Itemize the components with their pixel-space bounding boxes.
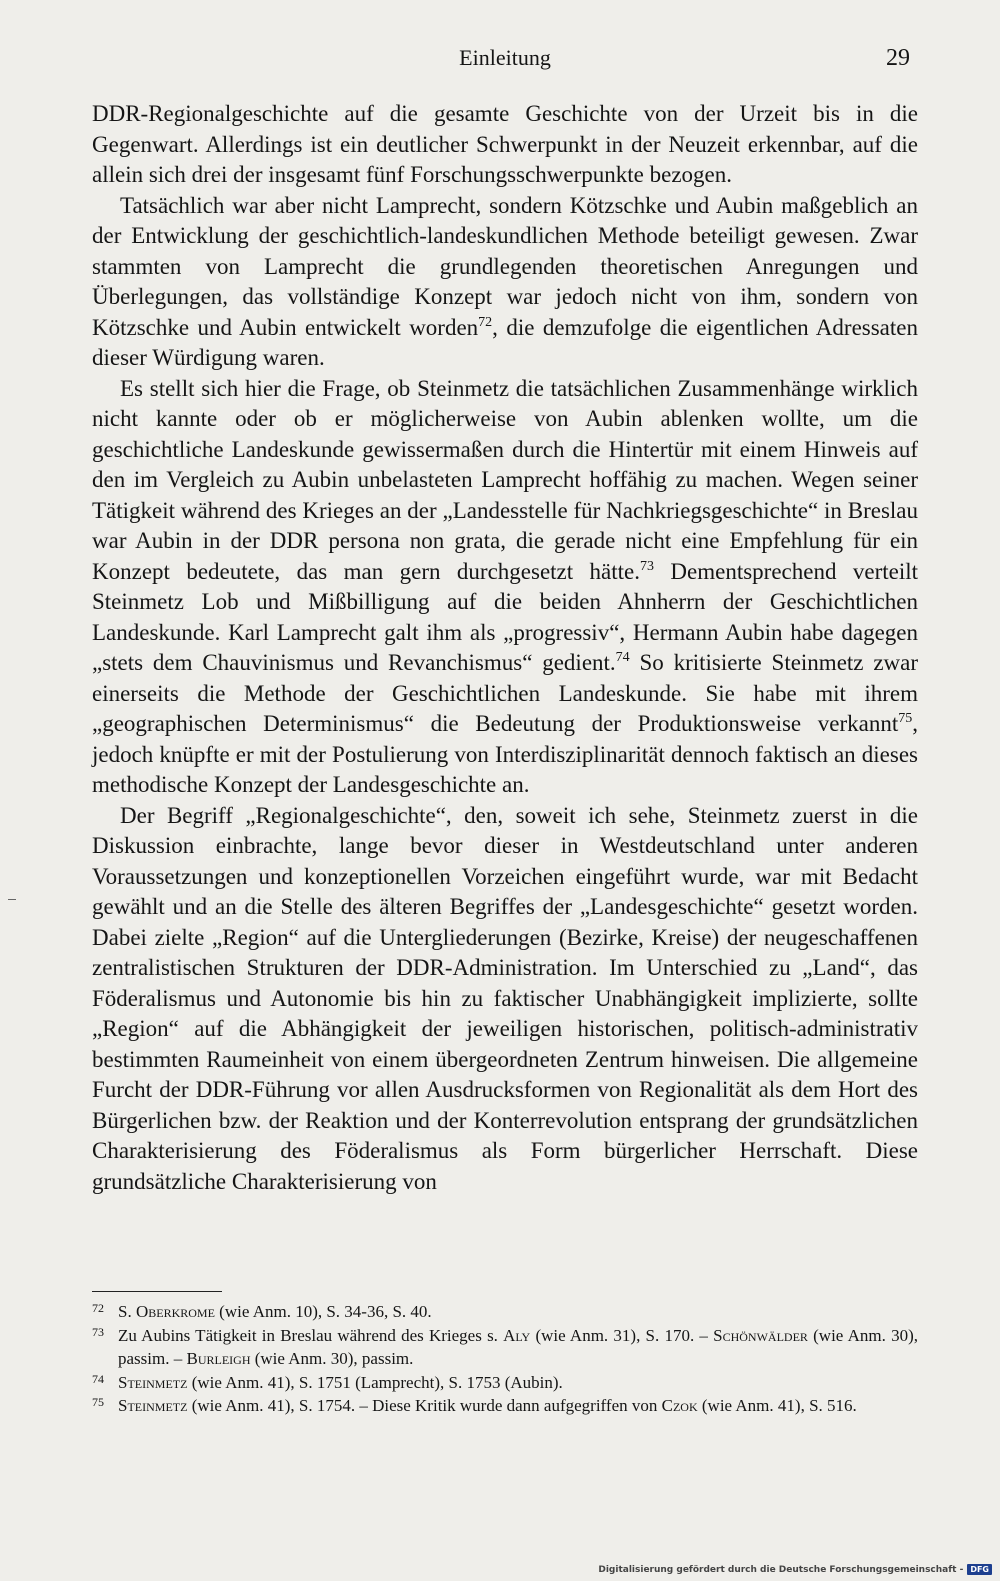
page-number: 29	[886, 45, 910, 71]
text-run: DDR-Regionalgeschichte auf die gesamte Geschichte von der Urzeit bis in die Gegenwart. Allerdings ist ein deutlicher Schwerpunkt in der Neuzeit erkennbar, auf die allein sich drei der insgesamt fünf Forschungsschwerpunkte bezogen.	[92, 101, 918, 187]
footnote-rule	[92, 1291, 222, 1292]
text-run: Dementsprechend verteilt Steinmetz Lob und Mißbilligung auf die beiden Ahnherrn der Geschichtlichen Landeskunde. Karl Lamprecht galt ihm als „progressiv“, Hermann Aubin habe dagegen „stets dem Chauvinismus und Revanchismus“ gedient.	[92, 558, 919, 675]
text-run: So kritisierte Steinmetz zwar einerseits die Methode der Geschichtlichen Landeskunde. Sie habe mit ihrem „geographischen Determinismus“ die Bedeutung der Produktionsweise verkannt	[92, 650, 918, 736]
footnote-number: 75	[92, 1395, 104, 1409]
text-run: (wie Anm. 41), S. 1751 (Lamprecht), S. 1753 (Aubin).	[187, 1372, 563, 1392]
digitization-credit: Digitalisierung gefördert durch die Deutsche Forschungsgemeinschaft -	[598, 1564, 964, 1575]
footnote	[92, 1300, 918, 1324]
text-run: Der Begriff „Regionalgeschichte“, den, soweit ich sehe, Steinmetz zuerst in die Diskussion einbrachte, lange bevor dieser in Westdeutschland unter anderen Voraussetzungen und konzeptionellen Vorzeichen eingeführt wurde, war mit Bedacht gewählt und an die Stelle des älteren Begriffes der „Landesgeschichte“ gesetzt worden. Dabei zielte „Region“ auf die Untergliederungen (Bezirke, Kreise) der neugeschaffenen zentralistischen Strukturen der DDR-Administration. Im Unterschied zu „Land“, das Föderalismus und Autonomie bis hin zu faktischer Unabhängigkeit implizierte, sollte „Region“ auf die Abhängigkeit der jeweiligen historischen, politisch-administrativ bestimmten Raumeinheit von einem übergeordneten Zentrum hinweisen. Die allgemeine Furcht der DDR-Führung vor allen Ausdrucksformen von Regionalität als dem Hort des Bürgerlichen bzw. der Reaktion und der Konterrevolution entsprang der grundsätzlichen Charakterisierung des Föderalismus als Form bürgerlicher Herrschaft. Diese grundsätzliche Charakterisierung von	[92, 802, 918, 1194]
footnote-reference: 74	[615, 650, 630, 665]
text-run: (wie Anm. 10), S. 34-36, S. 40.	[214, 1302, 432, 1321]
text-run: (wie Anm. 41), S. 1754. – Diese Kritik wurde dann aufgegriffen von	[187, 1396, 662, 1415]
footnote-reference: 75	[898, 711, 913, 726]
paragraph	[92, 99, 918, 191]
margin-mark	[8, 899, 16, 900]
text-run: , die demzufolge die eigentlichen Adressaten dieser Würdigung waren.	[92, 314, 918, 370]
text-run: (wie Anm. 31), S. 170. –	[530, 1325, 714, 1345]
digitization-credit-bar	[598, 1564, 992, 1575]
footnote	[92, 1394, 918, 1418]
text-run: Zu Aubins Tätigkeit in Breslau während des Krieges s.	[118, 1325, 504, 1345]
cited-author: Czok	[661, 1396, 698, 1415]
paragraph	[92, 374, 918, 801]
dfg-logo: DFG	[967, 1564, 992, 1575]
text-run: (wie Anm. 30), passim. –	[118, 1325, 919, 1368]
text-run: , jedoch knüpfte er mit der Postulierung von Interdisziplinarität dennoch faktisch an dieses methodische Konzept der Landesgeschichte an.	[92, 711, 918, 797]
footnote	[92, 1324, 918, 1371]
cited-author: Aly	[503, 1325, 531, 1345]
footnotes	[92, 1300, 918, 1418]
paragraph	[92, 191, 918, 374]
cited-author: Burleigh	[186, 1349, 251, 1368]
text-run: (wie Anm. 30), passim.	[250, 1349, 414, 1368]
footnote-number: 72	[92, 1301, 104, 1315]
text-run: Tatsächlich war aber nicht Lamprecht, sondern Kötzschke und Aubin maßgeblich an der Entwicklung der geschichtlich-landeskundlichen Methode beteiligt gewesen. Zwar stammten von Lamprecht die grundlegenden theoretischen Anregungen und Überlegungen, das vollständige Konzept war jedoch nicht von ihm, sondern von Kötzschke und Aubin entwickelt worden	[92, 192, 918, 340]
footnote-number: 73	[92, 1324, 104, 1339]
cited-author: Steinmetz	[118, 1372, 188, 1392]
running-title: Einleitung	[459, 45, 551, 70]
text-run: (wie Anm. 41), S. 516.	[697, 1396, 857, 1415]
text-run: S.	[118, 1302, 136, 1321]
footnote	[92, 1371, 918, 1395]
footnote-number: 74	[92, 1371, 104, 1386]
footnote-reference: 73	[640, 558, 655, 574]
cited-author: Steinmetz	[118, 1396, 188, 1415]
cited-author: Oberkrome	[135, 1302, 215, 1321]
text-run: Es stellt sich hier die Frage, ob Steinmetz die tatsächlichen Zusammenhänge wirklich nicht kannte oder ob er möglicherweise von Aubin ablenken wollte, um die geschichtliche Landeskunde gewissermaßen durch die Hintertür mit einem Hinweis auf den im Vergleich zu Aubin unbelasteten Lamprecht hoffähig zu machen. Wegen seiner Tätigkeit während des Krieges an der „Landesstelle für Nachkriegsgeschichte“ in Breslau war Aubin in der DDR persona non grata, die gerade nicht eine Empfehlung für ein Konzept bedeutete, das man gern durchgesetzt hätte.	[92, 375, 918, 584]
running-head	[92, 42, 918, 74]
paragraph	[92, 801, 918, 1198]
footnote-reference: 72	[478, 314, 493, 330]
body-text	[92, 99, 918, 1197]
cited-author: Schönwälder	[713, 1325, 808, 1345]
